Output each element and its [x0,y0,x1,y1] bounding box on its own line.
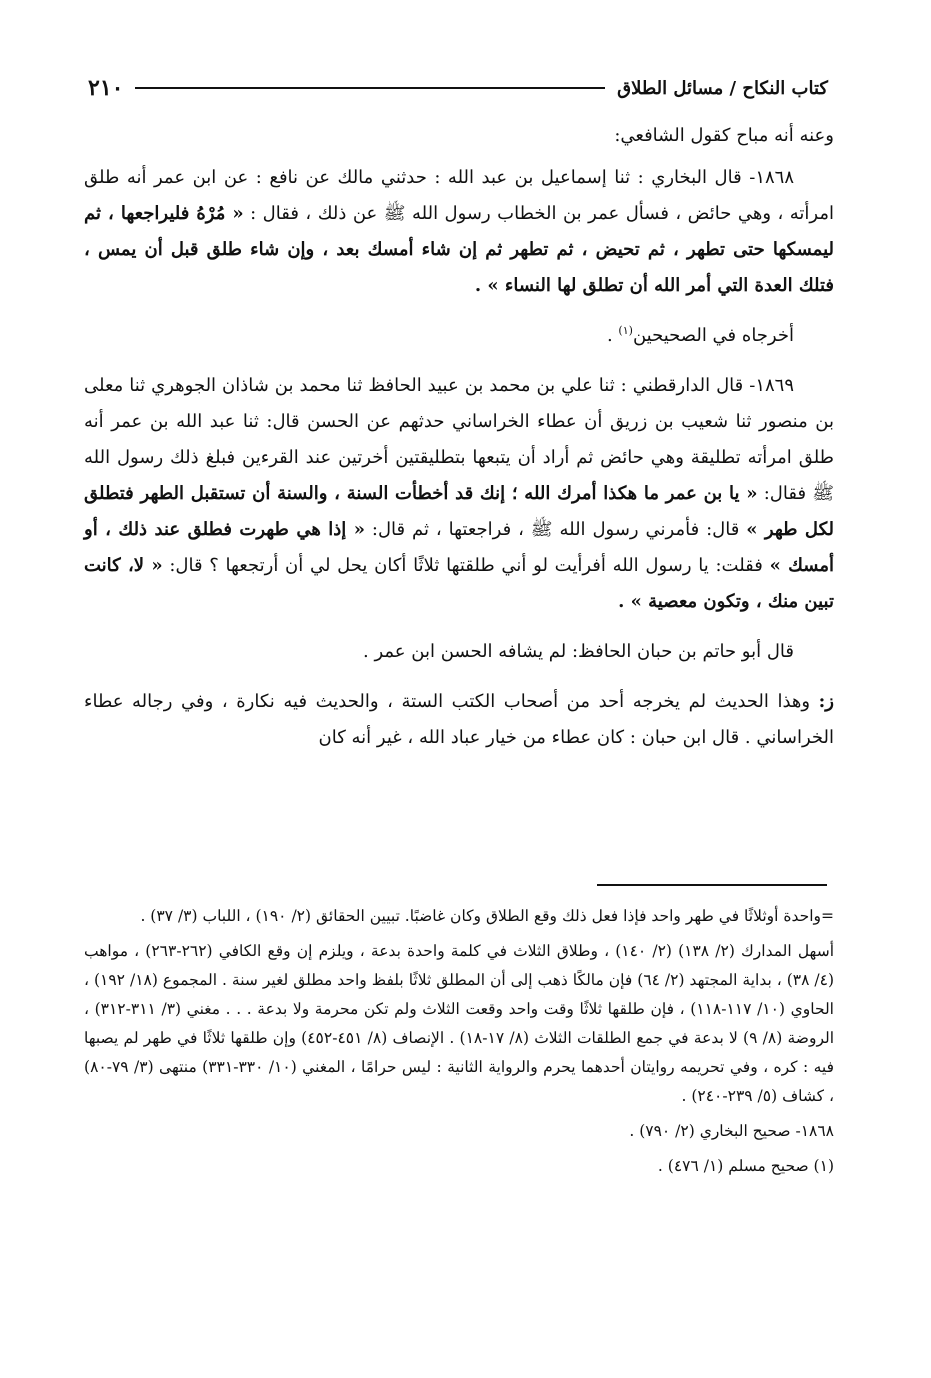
hadith-1869-quote-3: « لا، كانت تبين منك ، وتكون معصية » . [84,555,834,612]
running-title: كتاب النكاح / مسائل الطلاق [617,77,828,99]
commentary-paragraph [84,684,834,756]
footnote-continuation: =واحدة أوثلاثًا في طهر واحد فإذا فعل ذلك وقع الطلاق وكان غاضبًا. تبيين الحقائق (٢/ ١٩٠) ، اللباب (٣/ ٣٧) . [140,907,834,925]
hadith-1869-paragraph [84,368,834,620]
hadith-1868-isnad: ١٨٦٨- قال البخاري : ثنا إسماعيل بن عبد الله : حدثني مالك عن نافع : عن ابن عمر أنه طلق امرأته ، وهي حائض ، فسأل عمر بن الخطاب رسول الله ﷺ عن ذلك ، فقال : [84,167,835,224]
hadith-1869-narration-1: قال: فأمرني رسول الله ﷺ ، فراجعتها ، ثم قال: [371,519,747,540]
page-number: ٢١٠ [88,75,124,101]
hadith-1869-quote-2: « إذا هي طهرت فطلق عند ذلك ، أو أمسك » [84,519,834,576]
page-header [88,70,828,106]
main-text [84,118,834,770]
footnote-separator [597,884,827,886]
intro-paragraph [84,118,834,154]
footnote-ref-1: (١) [618,324,633,337]
footnote-1: (١) صحيح مسلم (١/ ٤٧٦) . [657,1157,834,1175]
abuhatim-text: قال أبو حاتم بن حبان الحافظ: لم يشافه الحسن ابن عمر . [363,641,794,662]
hadith-1869-isnad: ١٨٦٩- قال الدارقطني : ثنا علي بن محمد بن عبيد الحافظ ثنا محمد بن شاذان الجوهري ثنا معلى بن منصور ثنا شعيب بن زريق أن عطاء الخراساني حدثهم عن الحسن قال: ثنا عبد الله بن عمر أنه طلق امرأته تطليقة وهي حائض ثم أراد أن يتبعها بتطليقتين أخرتين عند القرءين فبلغ ذلك رسول الله ﷺ فقال: [84,375,834,504]
intro-text: وعنه أنه مباح كقول الشافعي: [614,125,834,146]
takhrij-text: أخرجاه في الصحيحين [632,325,794,346]
footnote-madhahib: أسهل المدارك (٢/ ١٣٨) (٢/ ١٤٠) ، وطلاق الثلاث في كلمة واحدة بدعة ، ويلزم إن وقع الكافي (٢٦٢-٢٦٣) ، مواهب (٤/ ٣٨) ، بداية المجتهد (٢/ ٦٤) فإن مالكًا ذهب إلى أن المطلق ثلاثًا بلفظ واحد مطلق لغير سنة . المجموع (١٨/ ١٩٢) ، الحاوي (١٠/ ١١٧-١١٨) ، فإن طلقها ثلاثًا وقت واحد وقعت الثلاث ولم تكن محرمة ولا بدعة . . . مغني (٣/ ٣١١-٣١٢) ، الروضة (٨/ ٩) لا بدعة في جمع الطلقات الثلاث (٨/ ١٧-١٨) . الإنصاف (٨/ ٤٥١-٤٥٢) وإن طلقها ثلاثًا في طهر لم يصبها فيه : كره ، وفي تحريمه روايتان أحدهما يحرم والرواية الثانية : ليس حرامًا ، المغني (١٠/ ٣٣٠-٣٣١) منتهى (٣/ ٧٩-٨٠) ، كشاف (٥/ ٢٣٩-٢٤٠) . [84,942,835,1105]
takhrij-end: . [606,325,619,346]
abuhatim-paragraph [84,634,834,670]
hadith-1869-narration-2: فقلت: يا رسول الله أفرأيت لو أني طلقتها ثلاثًا أكان يحل لي أن أرتجعها ؟ قال: [169,555,770,576]
hadith-1868-matn: « مُرْهُ فليراجعها ، ثم ليمسكها حتى تطهر ، ثم تحيض ، ثم تطهر ثم إن شاء أمسك بعد ، وإن شاء طلق قبل أن يمس ، فتلك العدة التي أمر الله أن تطلق لها النساء » . [84,203,834,296]
header-rule [135,87,605,89]
commentary-marker: ز: [818,691,834,712]
footnote-1868: ١٨٦٨- صحيح البخاري (٢/ ٧٩٠) . [629,1122,834,1140]
commentary-text: وهذا الحديث لم يخرجه أحد من أصحاب الكتب الستة ، والحديث فيه نكارة ، وفي رجاله عطاء الخراساني . قال ابن حبان : كان عطاء من خيار عباد الله ، غير أنه كان [84,691,834,748]
hadith-1868-paragraph [84,160,834,304]
footnotes [84,902,834,1181]
hadith-1869-quote-1: « يا بن عمر ما هكذا أمرك الله ؛ إنك قد أخطأت السنة ، والسنة أن تستقبل الطهر فتطلق لكل طهر » [84,483,834,540]
takhrij-paragraph [84,318,834,354]
